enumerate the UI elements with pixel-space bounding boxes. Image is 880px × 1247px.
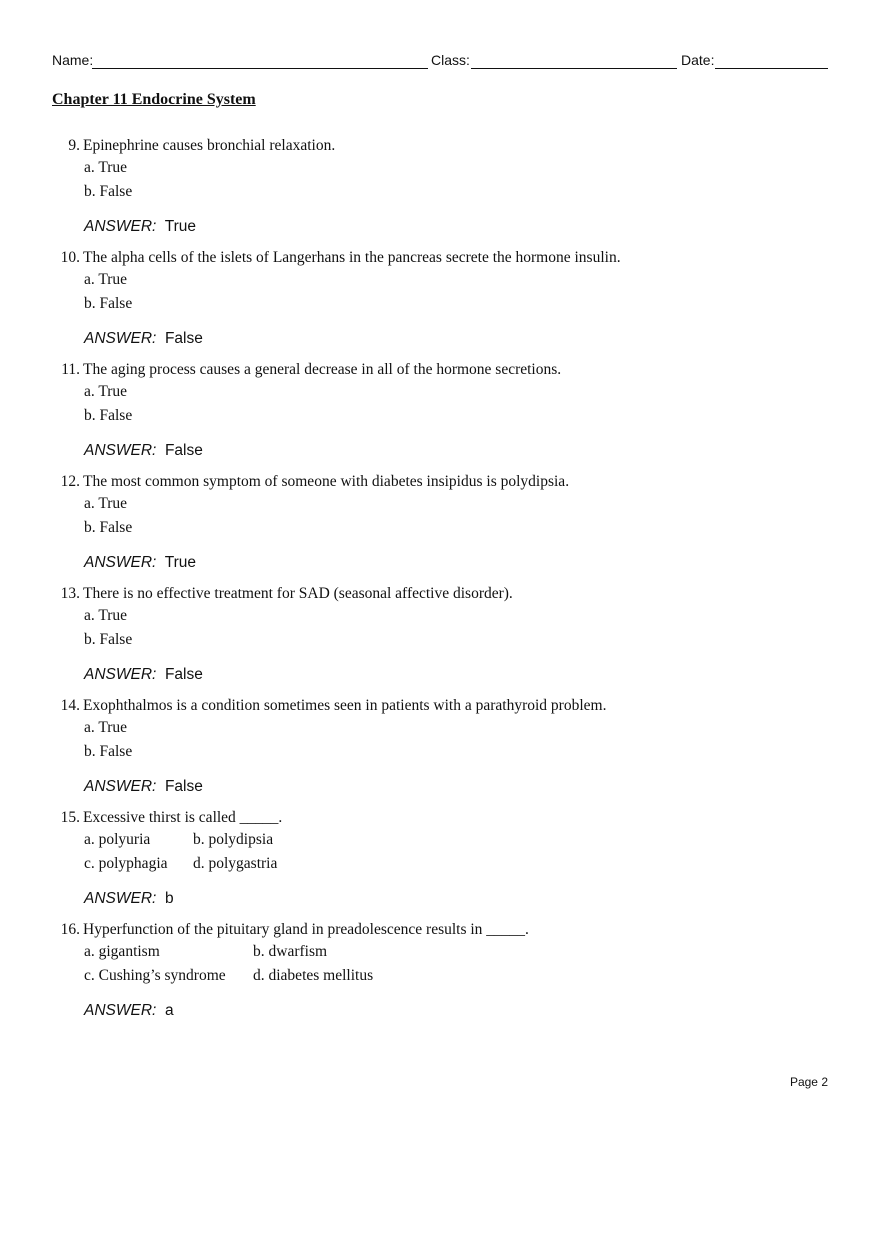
- option-b: b. False: [84, 407, 133, 424]
- question-text: The aging process causes a general decrease in all of the hormone secretions.: [83, 361, 562, 378]
- option-a: a. True: [84, 159, 128, 176]
- question-number: 15.: [60, 809, 80, 826]
- option-a: a. gigantism: [84, 943, 160, 960]
- option-b: b. False: [84, 183, 133, 200]
- question-number: 9.: [68, 137, 80, 154]
- answer-line: [84, 442, 203, 460]
- option-b: b. polydipsia: [193, 831, 274, 848]
- answer-value: True: [164, 554, 196, 571]
- answer-label: ANSWER:: [84, 1002, 157, 1019]
- answer-label: ANSWER:: [84, 666, 157, 683]
- answer-label: ANSWER:: [84, 442, 157, 459]
- answer-line: [84, 666, 203, 684]
- option-a: a. True: [84, 719, 128, 736]
- answer-value: False: [164, 778, 203, 795]
- question-number: 10.: [60, 249, 80, 266]
- answer-value: a: [164, 1002, 174, 1019]
- page-number: Page 2: [789, 1075, 828, 1089]
- option-b: b. dwarfism: [253, 943, 328, 960]
- option-a: a. True: [84, 607, 128, 624]
- option-b: b. False: [84, 295, 133, 312]
- answer-label: ANSWER:: [84, 890, 157, 907]
- name-blank-line: [92, 68, 428, 69]
- question-text: There is no effective treatment for SAD (seasonal affective disorder).: [83, 585, 513, 602]
- answer-line: [84, 778, 203, 796]
- option-a: a. polyuria: [84, 831, 151, 848]
- question-text: The alpha cells of the islets of Langerhans in the pancreas secrete the hormone insulin.: [83, 249, 621, 266]
- answer-value: True: [164, 218, 196, 235]
- option-a: a. True: [84, 495, 128, 512]
- question-text: Epinephrine causes bronchial relaxation.: [83, 137, 336, 154]
- option-b: b. False: [84, 743, 133, 760]
- chapter-title: Chapter 11 Endocrine System: [52, 91, 256, 108]
- question-number: 12.: [60, 473, 80, 490]
- option-d: d. diabetes mellitus: [253, 967, 374, 984]
- question-number: 11.: [61, 361, 80, 378]
- answer-value: False: [164, 330, 203, 347]
- question-text: Exophthalmos is a condition sometimes seen in patients with a parathyroid problem.: [83, 697, 607, 714]
- answer-line: [84, 890, 174, 908]
- answer-label: ANSWER:: [84, 330, 157, 347]
- option-a: a. True: [84, 271, 128, 288]
- question-number: 13.: [60, 585, 80, 602]
- option-d: d. polygastria: [193, 855, 278, 872]
- question-text: The most common symptom of someone with diabetes insipidus is polydipsia.: [83, 473, 570, 490]
- option-c: c. Cushing’s syndrome: [84, 967, 226, 984]
- date-label: Date:: [681, 52, 715, 68]
- question-text: Excessive thirst is called _____.: [83, 809, 283, 826]
- option-b: b. False: [84, 631, 133, 648]
- answer-line: [84, 1002, 174, 1020]
- question-number: 14.: [60, 697, 80, 714]
- answer-line: [84, 554, 196, 572]
- question-text: Hyperfunction of the pituitary gland in preadolescence results in _____.: [83, 921, 529, 938]
- option-b: b. False: [84, 519, 133, 536]
- answer-label: ANSWER:: [84, 778, 157, 795]
- name-label: Name:: [52, 52, 94, 68]
- answer-label: ANSWER:: [84, 554, 157, 571]
- date-blank-line: [715, 68, 828, 69]
- question-number: 16.: [60, 921, 80, 938]
- answer-value: False: [164, 442, 203, 459]
- answer-value: False: [164, 666, 203, 683]
- answer-value: b: [164, 890, 174, 907]
- class-label: Class:: [431, 52, 470, 68]
- answer-line: [84, 330, 203, 348]
- option-a: a. True: [84, 383, 128, 400]
- answer-line: [84, 218, 196, 236]
- answer-label: ANSWER:: [84, 218, 157, 235]
- class-blank-line: [471, 68, 677, 69]
- option-c: c. polyphagia: [84, 855, 168, 872]
